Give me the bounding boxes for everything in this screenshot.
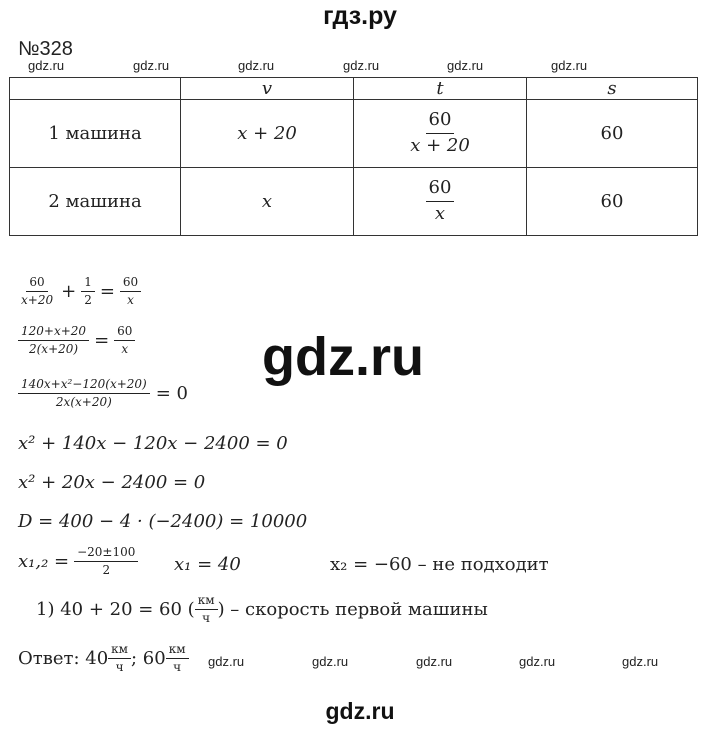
watermark: gdz.ru bbox=[28, 58, 65, 73]
fraction-numerator: 60 bbox=[426, 110, 455, 134]
equation-3 bbox=[18, 378, 188, 410]
fraction-denominator: ч bbox=[173, 659, 182, 674]
operator: + bbox=[61, 281, 77, 303]
fraction-numerator: 60 bbox=[26, 276, 47, 292]
equation-4: x² + 140x − 120x − 2400 = 0 bbox=[18, 433, 288, 454]
watermark: gdz.ru bbox=[519, 654, 556, 669]
fraction bbox=[74, 546, 138, 578]
fraction bbox=[81, 276, 95, 308]
fraction bbox=[18, 378, 150, 410]
table-cell: x + 20 bbox=[181, 100, 354, 168]
fraction-numerator: 1 bbox=[81, 276, 95, 292]
fraction-unit bbox=[195, 594, 218, 626]
table-header: t bbox=[354, 78, 527, 100]
fraction-numerator: −20±100 bbox=[74, 546, 138, 562]
equation-discriminant: D = 400 − 4 · (−2400) = 10000 bbox=[18, 511, 308, 532]
table-cell: 60 bbox=[527, 100, 698, 168]
fraction-denominator: x bbox=[127, 292, 134, 307]
fraction bbox=[426, 178, 455, 224]
watermark: gdz.ru bbox=[551, 58, 588, 73]
table-header: v bbox=[181, 78, 354, 100]
operator: = bbox=[94, 330, 110, 352]
watermark: gdz.ru bbox=[133, 58, 170, 73]
fraction bbox=[114, 325, 135, 357]
answer-text: ; 60 bbox=[131, 648, 166, 670]
table-header bbox=[10, 78, 181, 100]
fraction-denominator: 2(x+20) bbox=[28, 341, 79, 356]
table-cell: 2 машина bbox=[10, 168, 181, 236]
table-cell: x bbox=[181, 168, 354, 236]
table-row bbox=[10, 168, 698, 236]
fraction-numerator: 60 bbox=[120, 276, 141, 292]
fraction bbox=[407, 110, 473, 156]
table-cell bbox=[354, 168, 527, 236]
site-title: гдз.ру bbox=[323, 2, 397, 30]
roots-line bbox=[18, 546, 138, 578]
fraction-numerator: 120+x+20 bbox=[18, 325, 89, 341]
table-header-row bbox=[10, 78, 698, 100]
table-cell: 1 машина bbox=[10, 100, 181, 168]
root-2: x₂ = −60 – не подходит bbox=[330, 554, 549, 575]
watermark: gdz.ru bbox=[343, 58, 380, 73]
root-1: x₁ = 40 bbox=[174, 554, 241, 575]
fraction bbox=[18, 276, 56, 308]
watermark-large: gdz.ru bbox=[262, 327, 424, 387]
fraction-numerator: 60 bbox=[114, 325, 135, 341]
watermark-bottom: gdz.ru bbox=[325, 698, 395, 724]
fraction-denominator: 2 bbox=[84, 292, 92, 307]
fraction-numerator: км bbox=[195, 594, 218, 610]
operator: = bbox=[99, 281, 115, 303]
fraction-denominator: 2x(x+20) bbox=[55, 394, 112, 409]
fraction-denominator: 2 bbox=[102, 562, 111, 577]
roots-label: x₁,₂ = bbox=[18, 551, 70, 573]
table-row bbox=[10, 100, 698, 168]
step-text: ) – скорость первой машины bbox=[217, 599, 488, 621]
fraction-denominator: x + 20 bbox=[410, 135, 470, 156]
watermark: gdz.ru bbox=[622, 654, 659, 669]
table-cell bbox=[354, 100, 527, 168]
answer-text: Ответ: 40 bbox=[18, 648, 109, 670]
answer-line bbox=[18, 643, 189, 675]
equation-2 bbox=[18, 325, 135, 357]
fraction-numerator: км bbox=[108, 643, 131, 659]
fraction bbox=[120, 276, 141, 308]
table-cell: 60 bbox=[527, 168, 698, 236]
fraction-denominator: x bbox=[434, 203, 446, 224]
step-text: 1) 40 + 20 = 60 ( bbox=[36, 599, 195, 621]
problem-number: №328 bbox=[18, 38, 73, 60]
watermark: gdz.ru bbox=[416, 654, 453, 669]
equation-rhs: = 0 bbox=[155, 383, 188, 405]
equation-1 bbox=[18, 276, 141, 308]
fraction bbox=[18, 325, 89, 357]
fraction-numerator: км bbox=[166, 643, 189, 659]
fraction-unit bbox=[108, 643, 131, 675]
watermark: gdz.ru bbox=[312, 654, 349, 669]
data-table bbox=[9, 77, 698, 236]
fraction-denominator: x bbox=[121, 341, 129, 356]
watermark: gdz.ru bbox=[208, 654, 245, 669]
fraction-denominator: ч bbox=[202, 610, 211, 625]
fraction-denominator: x+20 bbox=[21, 292, 54, 307]
step-1 bbox=[36, 594, 488, 626]
equation-5: x² + 20x − 2400 = 0 bbox=[18, 472, 206, 493]
watermark: gdz.ru bbox=[447, 58, 484, 73]
fraction-numerator: 140x+x²−120(x+20) bbox=[18, 378, 150, 394]
fraction-unit bbox=[166, 643, 189, 675]
fraction-denominator: ч bbox=[115, 659, 124, 674]
watermark: gdz.ru bbox=[238, 58, 275, 73]
table-header: s bbox=[527, 78, 698, 100]
fraction-numerator: 60 bbox=[426, 178, 455, 202]
